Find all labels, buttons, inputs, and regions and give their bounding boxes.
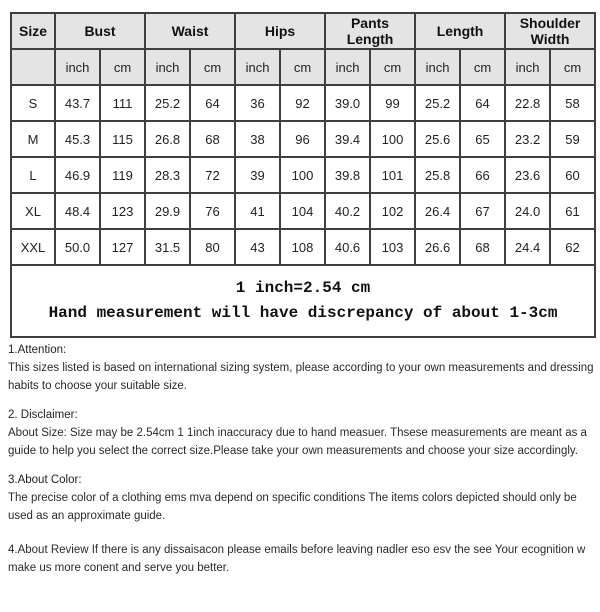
- measurement-cell: 39.0: [325, 85, 370, 121]
- measurement-cell: 127: [100, 229, 145, 265]
- column-header-hips: Hips: [235, 13, 325, 49]
- measurement-cell: 26.8: [145, 121, 190, 157]
- table-row-xxl: [11, 229, 595, 265]
- measurement-cell: 102: [370, 193, 415, 229]
- measurement-cell: 119: [100, 157, 145, 193]
- size-label-cell: L: [11, 157, 55, 193]
- measurement-cell: 36: [235, 85, 280, 121]
- measurement-cell: 111: [100, 85, 145, 121]
- unit-header-empty: [11, 49, 55, 85]
- measurement-cell: 40.6: [325, 229, 370, 265]
- measurement-cell: 29.9: [145, 193, 190, 229]
- unit-header-cm: cm: [100, 49, 145, 85]
- section-about-review: [8, 541, 596, 577]
- measurement-cell: 60: [550, 157, 595, 193]
- unit-header-cm: cm: [190, 49, 235, 85]
- measurement-cell: 31.5: [145, 229, 190, 265]
- measurement-cell: 61: [550, 193, 595, 229]
- measurement-cell: 103: [370, 229, 415, 265]
- measurement-cell: 24.0: [505, 193, 550, 229]
- unit-header-inch: inch: [145, 49, 190, 85]
- measurement-cell: 23.2: [505, 121, 550, 157]
- size-chart-table: [10, 12, 596, 338]
- table-row-s: [11, 85, 595, 121]
- unit-header-inch: inch: [325, 49, 370, 85]
- measurement-cell: 115: [100, 121, 145, 157]
- section-about-color-body: The precise color of a clothing ems mva depend on specific conditions The items colors depicted should only be used as an approximate guide.: [8, 492, 587, 522]
- section-about-review-body: 4.About Review If there is any dissaisacon please emails before leaving nadler eso esv the see Your ecognition w make us more conent and serve you better.: [8, 544, 595, 574]
- size-label-cell: XXL: [11, 229, 55, 265]
- measurement-cell: 72: [190, 157, 235, 193]
- measurement-cell: 43.7: [55, 85, 100, 121]
- section-about-color-heading: 3.About Color:: [8, 474, 82, 486]
- measurement-cell: 64: [190, 85, 235, 121]
- measurement-cell: 104: [280, 193, 325, 229]
- measurement-cell: 92: [280, 85, 325, 121]
- measurement-cell: 39: [235, 157, 280, 193]
- section-attention-body: This sizes listed is based on international sizing system, please according to your own measurements and dressing habits to choose your suitable size.: [8, 362, 597, 392]
- measurement-cell: 62: [550, 229, 595, 265]
- section-disclaimer: [8, 406, 596, 460]
- measurement-cell: 96: [280, 121, 325, 157]
- unit-header-inch: inch: [415, 49, 460, 85]
- size-chart-page: [0, 12, 600, 577]
- unit-header-inch: inch: [505, 49, 550, 85]
- measurement-cell: 25.2: [415, 85, 460, 121]
- measurement-cell: 25.2: [145, 85, 190, 121]
- measurement-cell: 108: [280, 229, 325, 265]
- header-row: [11, 13, 595, 49]
- measurement-cell: 48.4: [55, 193, 100, 229]
- measurement-cell: 40.2: [325, 193, 370, 229]
- section-attention: [8, 341, 596, 395]
- unit-header-cm: cm: [370, 49, 415, 85]
- measurement-cell: 65: [460, 121, 505, 157]
- measurement-cell: 67: [460, 193, 505, 229]
- measurement-cell: 80: [190, 229, 235, 265]
- measurement-cell: 45.3: [55, 121, 100, 157]
- column-header-pants-length: Pants Length: [325, 13, 415, 49]
- measurement-cell: 25.8: [415, 157, 460, 193]
- measurement-cell: 100: [370, 121, 415, 157]
- column-header-length: Length: [415, 13, 505, 49]
- measurement-cell: 64: [460, 85, 505, 121]
- measurement-cell: 22.8: [505, 85, 550, 121]
- measurement-cell: 23.6: [505, 157, 550, 193]
- measurement-cell: 99: [370, 85, 415, 121]
- size-label-cell: XL: [11, 193, 55, 229]
- note-row: [11, 265, 595, 337]
- measurement-cell: 24.4: [505, 229, 550, 265]
- unit-row: [11, 49, 595, 85]
- measurement-cell: 28.3: [145, 157, 190, 193]
- conversion-note-cell: [11, 265, 595, 337]
- note-hand-measurement: Hand measurement will have discrepancy of about 1-3cm: [48, 304, 558, 322]
- measurement-cell: 58: [550, 85, 595, 121]
- unit-header-cm: cm: [550, 49, 595, 85]
- measurement-cell: 41: [235, 193, 280, 229]
- measurement-cell: 66: [460, 157, 505, 193]
- size-label-cell: M: [11, 121, 55, 157]
- column-header-bust: Bust: [55, 13, 145, 49]
- table-row-xl: [11, 193, 595, 229]
- measurement-cell: 50.0: [55, 229, 100, 265]
- measurement-cell: 68: [460, 229, 505, 265]
- measurement-cell: 39.8: [325, 157, 370, 193]
- unit-header-cm: cm: [460, 49, 505, 85]
- measurement-cell: 101: [370, 157, 415, 193]
- measurement-cell: 26.6: [415, 229, 460, 265]
- size-label-cell: S: [11, 85, 55, 121]
- unit-header-inch: inch: [55, 49, 100, 85]
- measurement-cell: 68: [190, 121, 235, 157]
- note-inch-conversion: 1 inch=2.54 cm: [235, 279, 371, 297]
- measurement-cell: 26.4: [415, 193, 460, 229]
- measurement-cell: 43: [235, 229, 280, 265]
- measurement-cell: 100: [280, 157, 325, 193]
- measurement-cell: 59: [550, 121, 595, 157]
- measurement-cell: 38: [235, 121, 280, 157]
- section-disclaimer-body: About Size: Size may be 2.54cm 1 1inch inaccuracy due to hand measuer. Thsese measurements are meant as a guide to help you select the correct size.Please take your own measurements and choose your size accordingly.: [8, 427, 591, 457]
- measurement-cell: 39.4: [325, 121, 370, 157]
- table-row-m: [11, 121, 595, 157]
- measurement-cell: 123: [100, 193, 145, 229]
- section-about-color: [8, 471, 596, 525]
- unit-header-inch: inch: [235, 49, 280, 85]
- measurement-cell: 46.9: [55, 157, 100, 193]
- column-header-shoulder-width: Shoulder Width: [505, 13, 595, 49]
- table-row-l: [11, 157, 595, 193]
- column-header-waist: Waist: [145, 13, 235, 49]
- measurement-cell: 25.6: [415, 121, 460, 157]
- column-header-size: Size: [11, 13, 55, 49]
- info-sections: [8, 341, 596, 577]
- section-disclaimer-heading: 2. Disclaimer:: [8, 409, 78, 421]
- unit-header-cm: cm: [280, 49, 325, 85]
- section-attention-heading: 1.Attention:: [8, 344, 67, 356]
- measurement-cell: 76: [190, 193, 235, 229]
